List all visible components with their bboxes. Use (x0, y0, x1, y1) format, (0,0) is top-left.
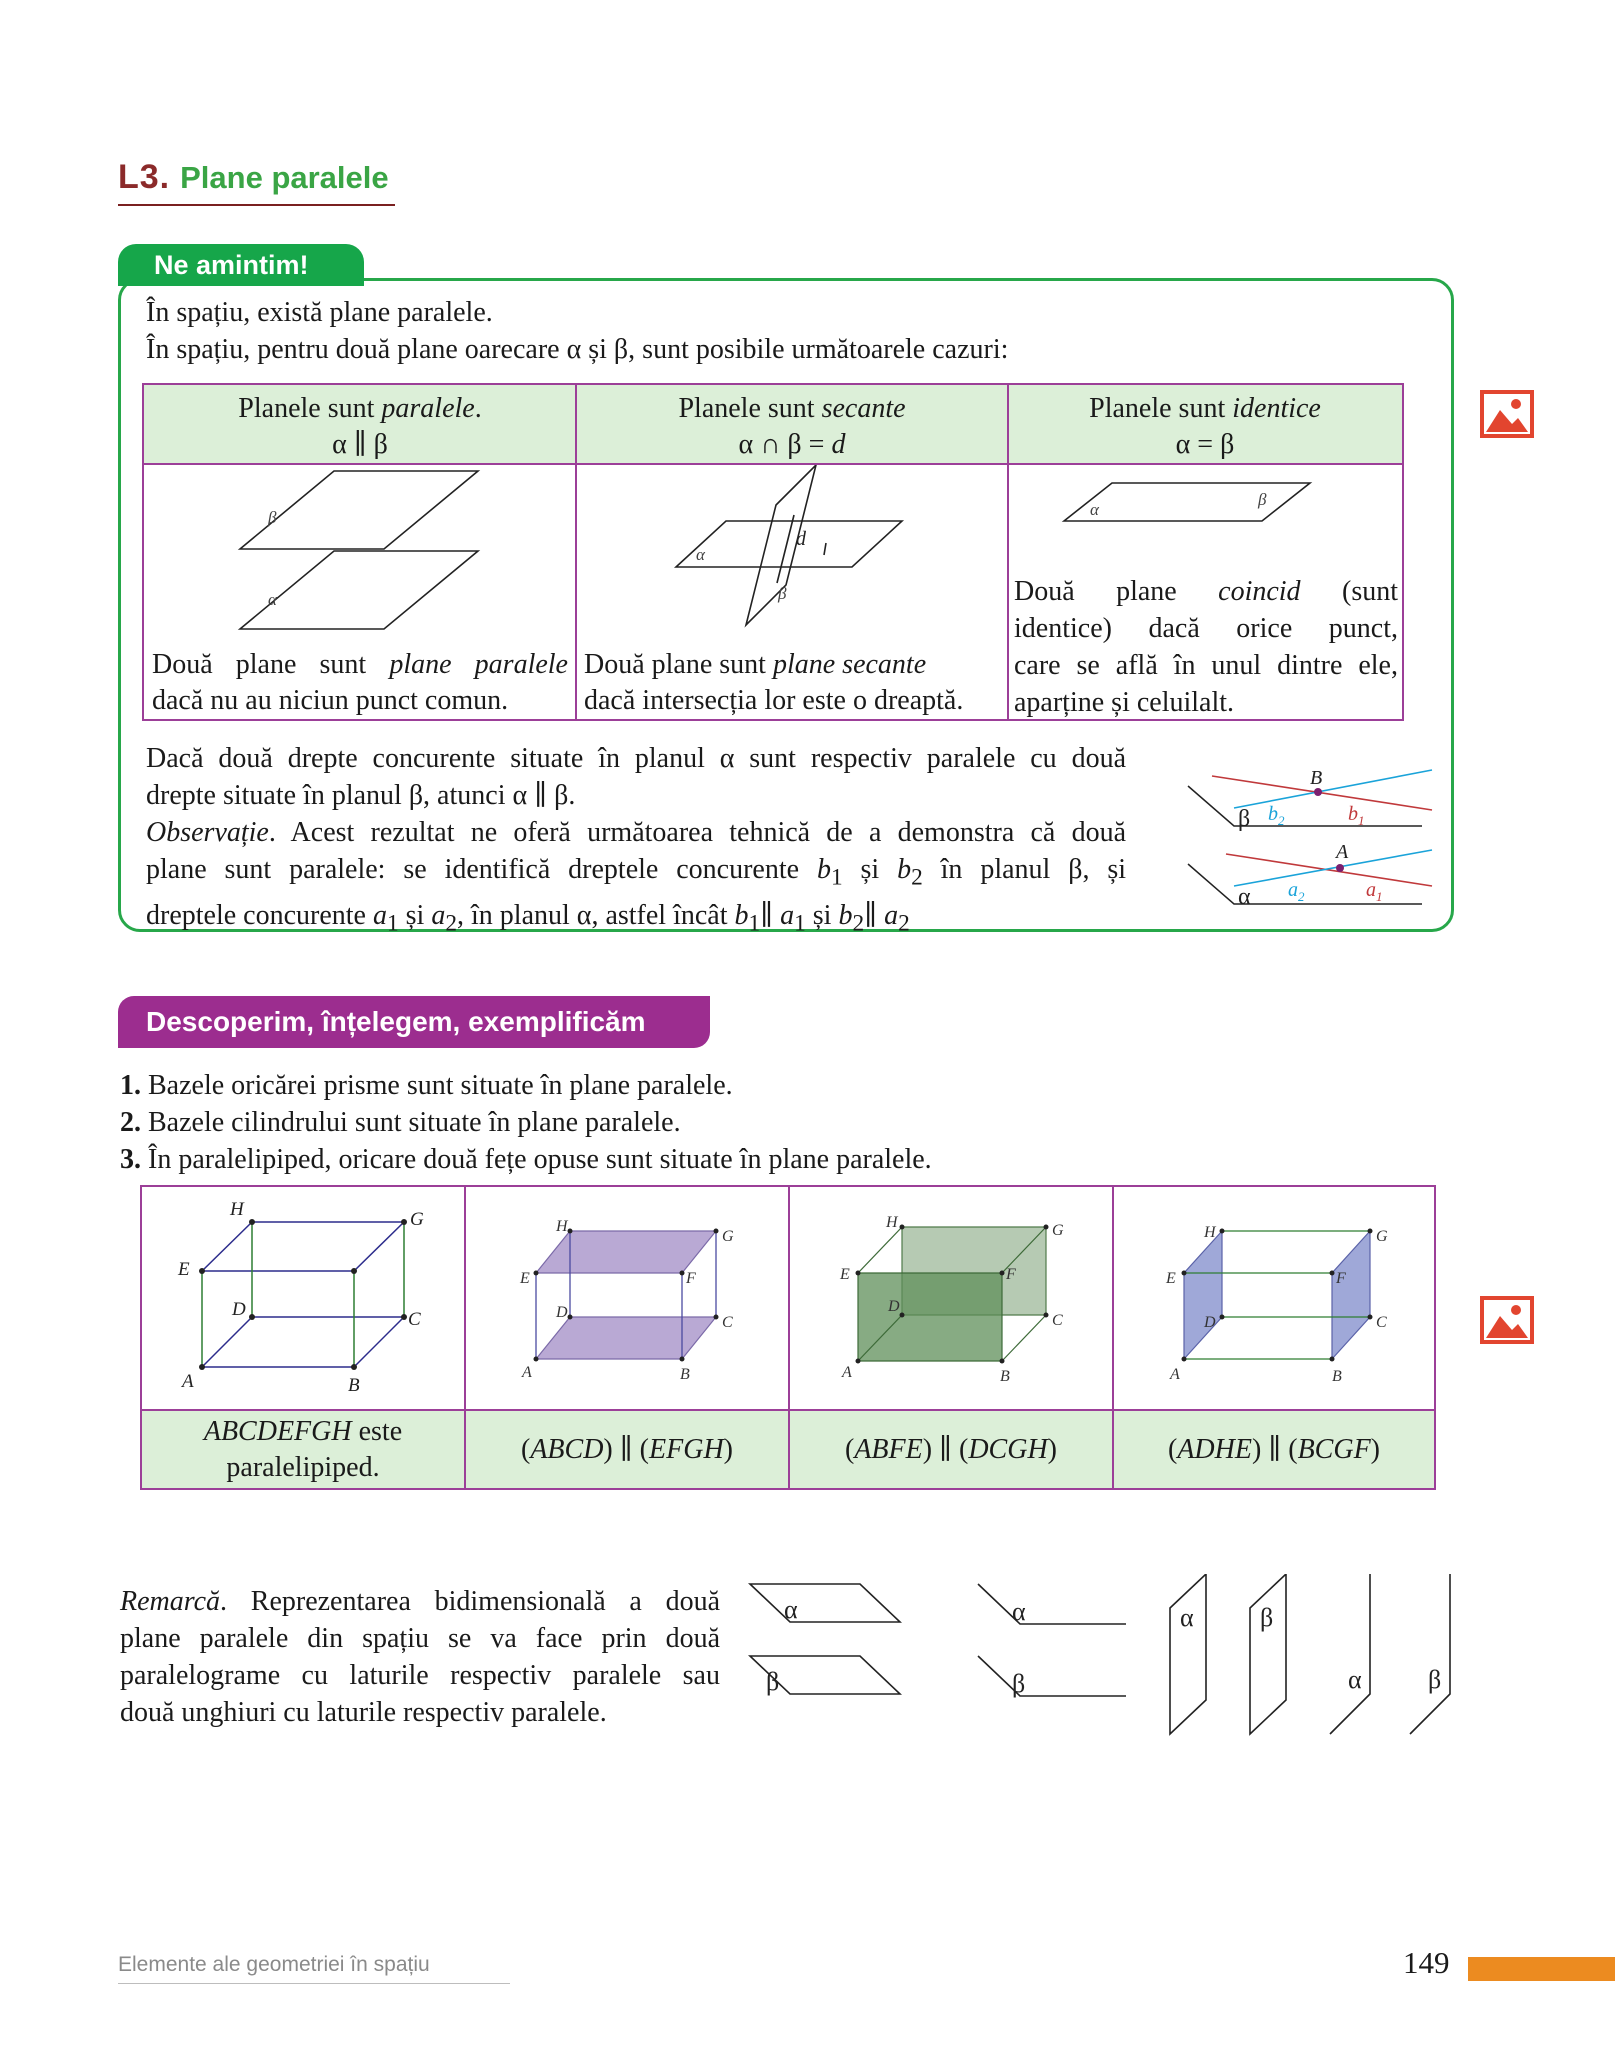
footer-text: Elemente ale geometriei în spațiu (118, 1953, 430, 1976)
svg-text:b2: $b_2$ (1268, 803, 1285, 828)
label-d: d (796, 528, 806, 550)
remark-text: Remarcă. Reprezentarea bidimensională a două plane paralele din spațiu se va face prin două paralelograme cu laturile respectiv paralele sau două unghiuri cu laturile respectiv paralele. (120, 1586, 720, 1728)
parallelepiped-figure-4 (1114, 1187, 1436, 1409)
label-beta: β (268, 508, 277, 527)
svg-text:β: β (1428, 1665, 1442, 1694)
parallelepiped-figure-1 (142, 1187, 464, 1409)
list-item: 3. În paralelipiped, oricare două fețe opuse sunt situate în plane paralele. (120, 1144, 932, 1175)
svg-text:E: E (520, 1270, 530, 1287)
theorem-text: Dacă două drepte concurente situate în planul α sunt respectiv paralele cu două drepte situate în planul β, atunci α ∥ β. Observație. Acest rezultat ne oferă următoarea tehnică de a demonstra că două plane sunt paralele: se identifică dreptele concurente $b_1$ și $b_2$ în planul β, și dreptele concurente $a_1$ și $a_2$, în planul α, astfel încât $b_1\parallel$ $a_1$ și $b_2\parallel$ $a_2$ (146, 743, 1127, 937)
svg-text:G: G (410, 1209, 424, 1230)
discover-tab: Descoperim, înțelegem, exemplificăm (118, 996, 710, 1048)
svg-text:G: G (722, 1228, 734, 1245)
image-icon[interactable] (1480, 1296, 1534, 1344)
svg-text:H: H (230, 1199, 244, 1220)
svg-text:E: E (840, 1266, 850, 1283)
svg-text:G: G (1052, 1222, 1064, 1239)
footer-line (118, 1983, 510, 1984)
svg-text:F: F (1006, 1266, 1016, 1283)
svg-text:D: D (1204, 1314, 1216, 1331)
lesson-code: L3. (118, 158, 171, 196)
svg-text:D: D (556, 1304, 568, 1321)
recall-line-2: În spațiu, pentru două plane oarecare α și β, sunt posibile următoarele cazuri: (146, 334, 1009, 365)
svg-text:C: C (722, 1314, 733, 1331)
remark-figures (740, 1574, 1460, 1774)
recall-line-1: În spațiu, există plane paralele. (146, 297, 493, 328)
label-beta: β (778, 584, 787, 603)
svg-text:B: B (1000, 1368, 1010, 1385)
svg-text:α: α (1348, 1665, 1362, 1694)
svg-text:H: H (1204, 1224, 1216, 1241)
svg-text:C: C (1052, 1312, 1063, 1329)
caption-4: ( ADHE ) ∥ ( BCGF ) (1114, 1409, 1434, 1488)
caption-3: ( ABFE ) ∥ ( DCGH ) (790, 1409, 1112, 1488)
svg-text:α: α (1180, 1603, 1194, 1632)
label-alpha: α (268, 590, 277, 609)
svg-text:H: H (886, 1214, 898, 1231)
case-parallel-desc: Două plane sunt plane paralele dacă nu au niciun punct comun. (152, 649, 568, 716)
discover-list (120, 1067, 932, 1178)
svg-text:E: E (178, 1259, 190, 1280)
svg-text:D: D (232, 1299, 246, 1320)
svg-text:F: F (1336, 1270, 1346, 1287)
svg-text:A: A (522, 1364, 532, 1381)
list-item: 2. Bazele cilindrului sunt situate în plane paralele. (120, 1107, 681, 1138)
case-secant-desc: Două plane sunt plane secante dacă intersecția lor este o dreaptă. (584, 649, 964, 716)
caption-2: ( ABCD ) ∥ ( EFGH ) (466, 1409, 788, 1488)
cases-table (142, 383, 1404, 721)
page-number: 149 (1403, 1945, 1450, 1980)
lesson-title (118, 158, 395, 206)
identical-planes-figure (1008, 465, 1402, 545)
case-identical-head: Planele sunt identice α = β (1008, 385, 1402, 465)
list-item: 1. Bazele oricărei prisme sunt situate în plane paralele. (120, 1070, 733, 1101)
svg-text:A: A (182, 1371, 194, 1392)
svg-text:A: A (842, 1364, 852, 1381)
svg-text:G: G (1376, 1228, 1388, 1245)
lesson-name: Plane paralele (180, 160, 389, 195)
parallel-planes-figure (144, 465, 576, 630)
svg-text:A: A (1170, 1366, 1180, 1383)
svg-text:B: B (1310, 767, 1323, 789)
parallelepiped-figure-3 (790, 1187, 1112, 1409)
parallelepiped-figure-2 (466, 1187, 788, 1409)
svg-text:β: β (1238, 806, 1251, 832)
svg-text:a2: $a_2$ (1288, 879, 1305, 904)
svg-text:B: B (1332, 1368, 1342, 1385)
image-icon[interactable] (1480, 390, 1534, 438)
svg-text:F: F (686, 1270, 696, 1287)
svg-text:α: α (1238, 884, 1251, 910)
label-alpha: α (1090, 500, 1099, 519)
svg-text:C: C (1376, 1314, 1387, 1331)
case-secant-head: Planele sunt secante α ∩ β = d (576, 385, 1008, 465)
svg-text:β: β (1260, 1603, 1274, 1632)
recall-tab: Ne amintim! (118, 244, 364, 286)
svg-text:A: A (1336, 841, 1349, 863)
svg-text:E: E (1166, 1270, 1176, 1287)
label-beta: β (1258, 490, 1267, 509)
svg-text:β: β (766, 1667, 780, 1696)
svg-text:B: B (348, 1375, 360, 1396)
secant-planes-figure (576, 465, 1008, 645)
svg-text:D: D (888, 1298, 900, 1315)
svg-text:H: H (556, 1218, 568, 1235)
svg-text:α: α (784, 1595, 798, 1624)
svg-text:a1: $a_1$ (1366, 879, 1383, 904)
svg-text:α: α (1012, 1597, 1026, 1626)
caption-1: ABCDEFGH este paralelipiped. (142, 1409, 464, 1488)
svg-text:b1: $b_1$ (1348, 803, 1365, 828)
svg-text:B: B (680, 1366, 690, 1383)
case-parallel-head: Planele sunt paralele. α ∥ β (144, 385, 576, 465)
label-alpha: α (696, 545, 705, 564)
parallelepiped-table (140, 1185, 1436, 1490)
parallel-lines-figure (1186, 758, 1436, 918)
page-bar (1468, 1957, 1615, 1981)
case-identical-desc: Două plane coincid (sunt identice) dacă orice punct, care se află în unul dintre ele, aparține și celuilalt. (1014, 576, 1398, 718)
svg-text:β: β (1012, 1669, 1026, 1698)
svg-text:C: C (408, 1309, 421, 1330)
